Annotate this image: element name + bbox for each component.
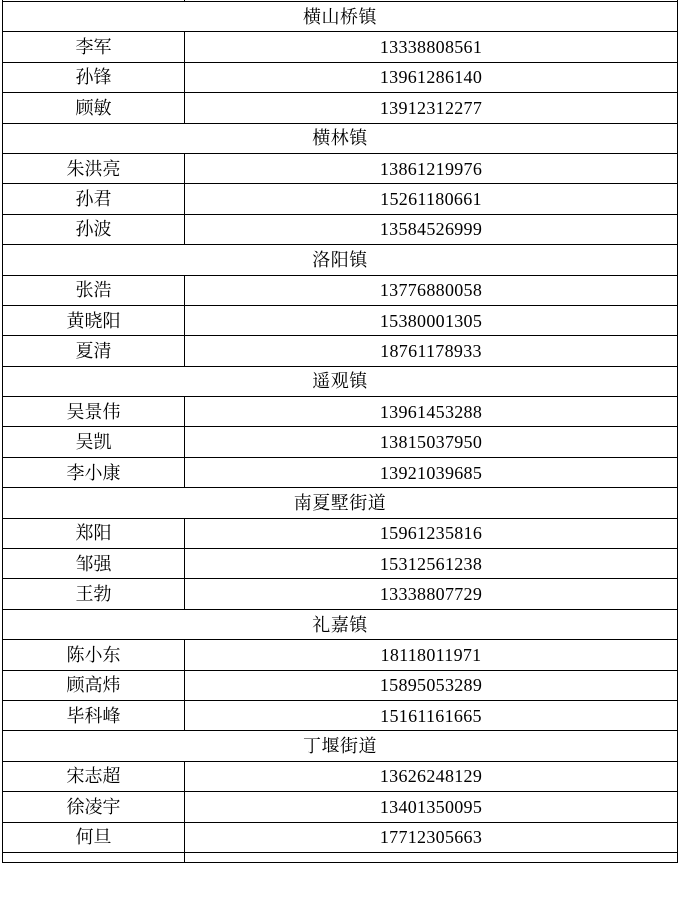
section-header-row bbox=[3, 366, 678, 396]
contact-phone: 13776880058 bbox=[185, 275, 678, 305]
contact-row bbox=[3, 93, 678, 123]
contact-row bbox=[3, 822, 678, 852]
section-title: 洛阳镇 bbox=[3, 245, 678, 275]
contact-table bbox=[2, 0, 678, 863]
contact-row bbox=[3, 275, 678, 305]
contact-phone: 13861219976 bbox=[185, 153, 678, 183]
contact-row bbox=[3, 397, 678, 427]
contact-name: 顾高炜 bbox=[3, 670, 185, 700]
section-title: 横山桥镇 bbox=[3, 2, 678, 32]
contact-row bbox=[3, 670, 678, 700]
contact-phone: 13961286140 bbox=[185, 62, 678, 92]
contact-name: 夏清 bbox=[3, 336, 185, 366]
contact-name: 宋志超 bbox=[3, 761, 185, 791]
section-title: 遥观镇 bbox=[3, 366, 678, 396]
contact-row bbox=[3, 153, 678, 183]
clipped-cell bbox=[3, 852, 185, 862]
contact-name: 顾敏 bbox=[3, 93, 185, 123]
contact-phone: 15380001305 bbox=[185, 305, 678, 335]
section-title: 横林镇 bbox=[3, 123, 678, 153]
section-header-row bbox=[3, 2, 678, 32]
contact-row bbox=[3, 761, 678, 791]
contact-phone: 13401350095 bbox=[185, 792, 678, 822]
section-header-row bbox=[3, 245, 678, 275]
contact-name: 吴凯 bbox=[3, 427, 185, 457]
contact-phone: 13921039685 bbox=[185, 457, 678, 487]
contact-name: 邹强 bbox=[3, 549, 185, 579]
contact-phone: 15261180661 bbox=[185, 184, 678, 214]
contact-row bbox=[3, 549, 678, 579]
contact-phone: 15895053289 bbox=[185, 670, 678, 700]
contact-name: 郑阳 bbox=[3, 518, 185, 548]
contact-row bbox=[3, 700, 678, 730]
contact-phone: 18118011971 bbox=[185, 640, 678, 670]
section-title: 礼嘉镇 bbox=[3, 609, 678, 639]
contact-phone: 13338807729 bbox=[185, 579, 678, 609]
contact-phone: 13338808561 bbox=[185, 32, 678, 62]
contact-row bbox=[3, 32, 678, 62]
contact-phone: 13626248129 bbox=[185, 761, 678, 791]
contact-name: 何旦 bbox=[3, 822, 185, 852]
contact-phone: 13815037950 bbox=[185, 427, 678, 457]
contact-row bbox=[3, 457, 678, 487]
contact-phone: 15312561238 bbox=[185, 549, 678, 579]
contact-phone: 17712305663 bbox=[185, 822, 678, 852]
contact-name: 王勃 bbox=[3, 579, 185, 609]
contact-row bbox=[3, 579, 678, 609]
section-header-row bbox=[3, 609, 678, 639]
contact-phone: 13961453288 bbox=[185, 397, 678, 427]
contact-name: 李小康 bbox=[3, 457, 185, 487]
contact-name: 吴景伟 bbox=[3, 397, 185, 427]
contact-row bbox=[3, 184, 678, 214]
contact-name: 孙波 bbox=[3, 214, 185, 244]
section-header-row bbox=[3, 488, 678, 518]
contact-name: 黄晓阳 bbox=[3, 305, 185, 335]
section-title: 南夏墅街道 bbox=[3, 488, 678, 518]
contact-name: 张浩 bbox=[3, 275, 185, 305]
contact-row bbox=[3, 640, 678, 670]
contact-name: 朱洪亮 bbox=[3, 153, 185, 183]
contact-phone: 15961235816 bbox=[185, 518, 678, 548]
clipped-cell bbox=[185, 852, 678, 862]
contact-phone: 18761178933 bbox=[185, 336, 678, 366]
contact-row bbox=[3, 305, 678, 335]
contact-name: 陈小东 bbox=[3, 640, 185, 670]
section-header-row bbox=[3, 731, 678, 761]
contact-name: 孙锋 bbox=[3, 62, 185, 92]
contact-phone: 13912312277 bbox=[185, 93, 678, 123]
contact-name: 李军 bbox=[3, 32, 185, 62]
contact-row bbox=[3, 214, 678, 244]
section-title: 丁堰街道 bbox=[3, 731, 678, 761]
contact-name: 徐凌宇 bbox=[3, 792, 185, 822]
section-header-row bbox=[3, 123, 678, 153]
contact-row bbox=[3, 62, 678, 92]
contact-row bbox=[3, 518, 678, 548]
clipped-row-bottom bbox=[3, 852, 678, 862]
contact-phone: 15161161665 bbox=[185, 700, 678, 730]
contact-row bbox=[3, 336, 678, 366]
contact-name: 孙君 bbox=[3, 184, 185, 214]
contact-phone: 13584526999 bbox=[185, 214, 678, 244]
contact-row bbox=[3, 427, 678, 457]
contact-name: 毕科峰 bbox=[3, 700, 185, 730]
contact-row bbox=[3, 792, 678, 822]
